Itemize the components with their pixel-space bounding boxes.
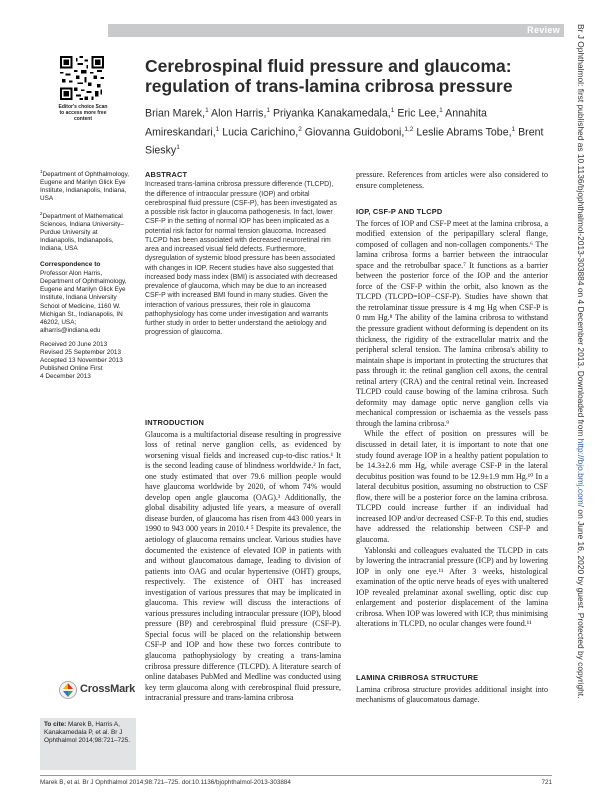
affiliation-2: $^2$Department of Mathematical Sciences, Indiana University–Purdue University at Indianapolis, Indianapolis, Indiana, USA [40,210,124,252]
received-date: Received 20 June 2013 [40,340,108,348]
affiliation-1: $^1$Department of Ophthalmology, Eugene and Marilyn Glick Eye Institute, Indianapolis, Indiana, USA [40,169,130,203]
published-label: Published Online First [40,365,103,373]
correspondence-text: Professor Alon Harris, Department of Ophthalmology, Eugene and Marilyn Glick Eye Institute, Indiana University School of Medicine, 1160 W. Michigan St., Indianapolis, IN 46202, USA; alharris@indiana.edu [40,270,127,334]
author-affiliation-marker: 2 [298,125,302,133]
author-affiliation-marker: 1 [205,107,209,114]
abstract-text: Increased trans-lamina cribrosa pressure difference (TLCPD), the difference of intraocular pressure (IOP) and orbital cerebrospinal fluid pressure (CSF-P), has been investigated as a possible risk factor in glaucoma pathogenesis. In fact, lower CSF-P in the setting of normal IOP has been implicated as a potential risk factor for normal tension glaucoma. Increased TLCPD has been associated with decreased neuroretinal rim area and increased visual field defects. Furthermore, dysregulation of systemic blood pressure has been associated with changes in IOP. Recent studies have also suggested that increased body mass index (BMI) is associated with decreased prevalence of glaucoma, which may be due to an increased CSF-P with increased BMI found in many studies. Given the interaction of various pressures, their role in glaucoma pathophysiology has come under investigation and warrants further study in order to better understand the aetiology and progression of glaucoma. [145,181,338,337]
author-affiliation-marker: 1 [176,144,180,152]
abstract [145,170,341,338]
left-sidebar [40,168,132,381]
download-notice-text: Br J Ophthalmol: first published as 10.1136/bjophthalmol-2013-303884 on 4 December 2013. Downloaded from [576,24,586,439]
author-name: Brian Marek, [145,107,206,120]
section-label: Review [527,25,560,35]
lamina-cribrosa-section [356,673,548,706]
correspondence-block [40,261,132,335]
citation-text: Marek B, Harris A, Kanakamedala P, et al. Br J Ophthalmol 2014;98:721–725. [44,721,130,745]
crossmark-label[interactable]: CrossMark [80,683,136,695]
download-notice-strip [574,24,588,764]
author-affiliation-marker: 1 [215,125,220,133]
author-affiliation-marker: 1 [511,125,516,133]
author-affiliation-marker: 1 [439,107,443,114]
iop-csfp-section [356,207,548,630]
author-name: Alon Harris, [211,107,267,120]
footer-citation: Marek B, et al. Br J Ophthalmol 2014;98:721–725. doi:10.1136/bjophthalmol-2013-303884 [40,779,291,786]
download-notice [574,24,588,764]
accepted-date: Accepted 13 November 2013 [40,357,123,365]
introduction-text: Glaucoma is a multifactorial disease resulting in progressive loss of retinal nerve ganglion cells, as evidenced by worsening visual fields and increased cup-to-disc ratios.¹ It is the second leading cause of blindness worldwide.² In fact, one study estimated that over 79.6 million people would have glaucoma worldwide by 2020, of whom 74% would develop open angle glaucoma (OAG).³ Additionally, the global disability adjusted life years, a measure of overall disease burden, of glaucoma has risen from 443 000 years in 1990 to 943 000 years in 2010.⁴ ⁵ Despite its prevalence, the aetiology of glaucoma remains unclear. Various studies have documented the existence of elevated IOP in patients with and without glaucomatous damage, leading to division of patients into OAG and ocular hypertensive (OHT) groups, respectively. The existence of OHT has increased investigation of various pressures that may be implicated in glaucoma. This review will discuss the interactions of various pressures including intraocular pressure (IOP), blood pressure (BP) and cerebrospinal fluid pressure (CSF-P). Special focus will be placed on the relationship between CSF-P and IOP and how these two forces contribute to glaucoma pathophysiology by creating a trans-lamina cribrosa pressure difference (TLCPD). A literature search of online databases PubMed and Medline was conducted using key term glaucoma along with cerebrospinal fluid pressure, intracranial pressure and trans-lamina cribrosa [145,429,341,703]
page-number: 721 [541,779,552,786]
author-list [145,103,545,159]
introduction-section [145,418,341,704]
revised-date: Revised 25 September 2013 [40,349,122,357]
introduction-continued-text: pressure. References from articles were also considered to ensure completeness. [356,170,548,190]
author-affiliation-marker: 1,2 [404,125,414,133]
qr-caption: Editor's choice Scan to access more free content [58,104,108,122]
dates-block [40,341,132,381]
section-header-bar [108,24,564,37]
journal-link[interactable]: http://bjo.bmj.com/ [576,438,586,508]
author-name: Leslie Abrams Tobe, [416,126,512,139]
copyright-notice: on June 16, 2020 by guest. Protected by copyright. [576,507,586,699]
author-affiliation-marker: 1 [266,107,271,114]
qr-code-icon[interactable] [60,56,104,100]
iop-csfp-heading: IOP, CSF-P AND TLCPD [356,207,443,216]
author-name: Brent Siesky [145,126,544,157]
author-name: Eric Lee, [397,107,440,120]
abstract-heading: ABSTRACT [145,170,188,179]
iop-csfp-paragraph-2: While the effect of position on pressures will be discussed in detail later, it is important to note that one study found average IOP in a healthy patient population to be 14.3±2.6 mm Hg, while average CSF-P in the lateral decubitus position was found to be 12.9±1.9 mm Hg.¹⁰ In a lateral decubitus position, assuming no obstruction to CSF flow, there will be a posterior force on the lamina cribrosa. TLCPD could increase further if an individual had increased IOP and/or decreased CSF-P. To this end, studies have addressed the relationship between CSF-P and glaucoma. [356,429,548,544]
article-title: Cerebrospinal fluid pressure and glaucoma: regulation of trans-lamina cribrosa pressure [145,56,513,96]
author-affiliation-marker: 1 [390,107,395,114]
introduction-continued [356,170,548,191]
page-footer [40,775,552,786]
author-name: Annahita Amireskandari, [145,107,487,139]
author-name: Giovanna Guidoboni, [304,126,405,139]
author-name: Priyanka Kanakamedala, [272,107,391,120]
correspondence-heading: Correspondence to [40,261,101,269]
introduction-heading: INTRODUCTION [145,418,205,427]
citation-box [40,718,136,770]
lamina-cribrosa-heading: LAMINA CRIBROSA STRUCTURE [356,673,479,682]
lamina-cribrosa-text: Lamina cribrosa structure provides additional insight into mechanisms of glaucomatous damage. [356,684,548,705]
published-date: 4 December 2013 [40,373,91,381]
iop-csfp-paragraph-1: The forces of IOP and CSF-P meet at the lamina cribrosa, a modified extension of the peripapillary scleral flange, composed of collagen and non-collagen components.⁶ The lamina cribrosa forms a barrier between the intraocular space and the retrobulbar space.⁷ It functions as a barrier between the posterior force of the IOP and the anterior force of the CSF-P within the orbit, also known as the TLCPD (TLCPD=IOP−CSF-P). Studies have shown that the retrolaminar tissue pressure is 4 mg Hg when CSF-P is 0 mm Hg.⁸ The ability of the lamina cribrosa to withstand the pressure gradient without deforming is dependent on its thickness, the rigidity of the extracellular matrix and the peripheral scleral tension. The lamina cribrosa's ability to maintain shape is important in protecting the structures that pass through it: the retinal ganglion cell axons, the central retinal artery (CRA) and the central retinal vein. Increased TLCPD could cause bowing of the lamina cribrosa. Such deformity may damage optic nerve ganglion cells via mechanical compression or ischaemia as the vessels pass through the lamina cribrosa.⁹ [356,218,548,428]
author-name: Lucia Carichino, [222,126,299,139]
iop-csfp-paragraph-3: Yablonski and colleagues evaluated the TLCPD in cats by lowering the intracranial pressure (ICP) and by lowering IOP in only one eye.¹¹ After 3 weeks, histological examination of the optic nerve heads of eyes with unaltered IOP revealed prelaminar axonal swelling, optic disc cup enlargement and posterior displacement of the lamina cribrosa. When IOP was lowered with ICP, thus minimising alterations in TLCPD, no ocular changes were found.¹¹ [356,545,548,629]
citation-label: To cite: [44,721,67,728]
